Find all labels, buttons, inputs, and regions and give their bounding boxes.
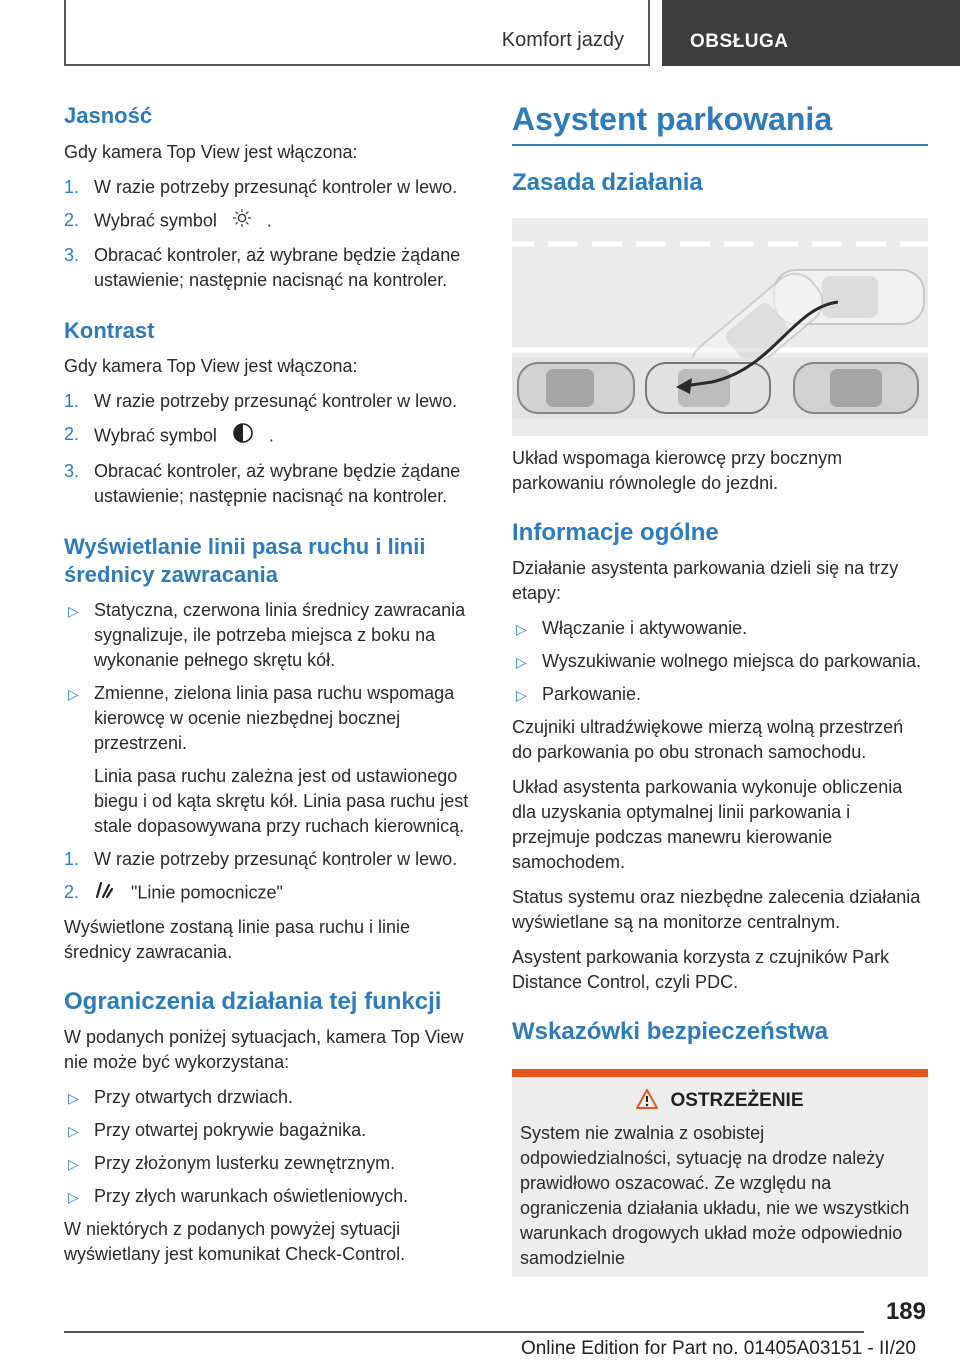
paragraph: Układ asystenta parkowania wykonuje obliczenia dla uzyskania optymalnej linii parkowania i przejmuje podczas manewru kierowanie samochodem. bbox=[512, 777, 903, 873]
paragraph: Status systemu oraz niezbędne zalecenia działania wyświetlane są na monitorze centralnym. bbox=[512, 887, 921, 933]
header-chapter-tab bbox=[662, 0, 960, 66]
brightness-icon bbox=[232, 208, 252, 235]
list-item bbox=[512, 682, 928, 707]
step-number: 3. bbox=[64, 244, 80, 265]
bullet-triangle-icon: ▷ bbox=[516, 654, 527, 671]
step-number: 2. bbox=[64, 209, 80, 230]
right-column bbox=[512, 100, 928, 1277]
bullet-text: Przy otwartej pokrywie bagażnika. bbox=[94, 1120, 367, 1140]
list-item bbox=[64, 1085, 480, 1110]
linie-outro: Wyświetlone zostaną linie pasa ruchu i linie średnicy zawracania. bbox=[64, 917, 411, 962]
header-section-box bbox=[64, 0, 650, 66]
informacje-intro: Działanie asystenta parkowania dzieli się na trzy etapy: bbox=[512, 558, 899, 604]
warning-box bbox=[512, 1069, 928, 1277]
footer-edition: Online Edition for Part no. 01405A03151 - II/20 bbox=[520, 1338, 916, 1359]
step-text: "Linie pomocnicze" bbox=[131, 882, 283, 903]
heading-jasnosc: Jasność bbox=[64, 103, 153, 128]
step-number: 2. bbox=[64, 882, 80, 902]
step-text: Wybrać symbol bbox=[94, 209, 217, 230]
left-column bbox=[64, 100, 480, 1277]
paragraph: Asystent parkowania korzysta z czujników Park Distance Control, czyli PDC. bbox=[512, 947, 890, 993]
figure-caption: Układ wspomaga kierowcę przy bocznym parkowaniu równolegle do jezdni. bbox=[512, 448, 843, 494]
list-item bbox=[64, 422, 480, 451]
bullet-text: Włączanie i aktywowanie. bbox=[542, 618, 748, 639]
parking-illustration bbox=[512, 218, 928, 436]
bullet-triangle-icon: ▷ bbox=[68, 603, 79, 619]
list-item bbox=[64, 1184, 480, 1209]
bullet-text: Przy otwartych drzwiach. bbox=[94, 1087, 294, 1107]
step-text: W razie potrzeby przesunąć kontroler w lewo. bbox=[94, 391, 458, 411]
list-item bbox=[64, 175, 480, 200]
step-text: Wybrać symbol bbox=[94, 425, 217, 446]
bullet-triangle-icon: ▷ bbox=[68, 1090, 79, 1106]
list-item bbox=[64, 208, 480, 235]
list-item bbox=[512, 649, 928, 674]
ograniczenia-intro: W podanych poniżej sytuacjach, kamera Top View nie może być wykorzystana: bbox=[64, 1027, 464, 1072]
jasnosc-intro: Gdy kamera Top View jest włączona: bbox=[64, 141, 358, 162]
bullet-text: Parkowanie. bbox=[542, 684, 642, 705]
bullet-triangle-icon: ▷ bbox=[516, 687, 527, 704]
footer-divider bbox=[64, 1331, 864, 1333]
heading-wskazowki: Wskazówki bezpieczeństwa bbox=[512, 1018, 829, 1046]
heading-ograniczenia: Ograniczenia działania tej funkcji bbox=[64, 988, 442, 1015]
warning-title bbox=[520, 1089, 920, 1115]
warning-title-text: OSTRZEŻENIE bbox=[670, 1090, 804, 1112]
ograniczenia-outro: W niektórych z podanych powyżej sytuacji wyświetlany jest komunikat Check-Control. bbox=[64, 1219, 406, 1264]
heading-zasada: Zasada działania bbox=[512, 169, 703, 197]
step-text-end: . bbox=[266, 209, 272, 230]
header-chapter-label: OBSŁUGA bbox=[690, 31, 789, 52]
contrast-icon bbox=[232, 422, 254, 451]
warning-text: System nie zwalnia z osobistej odpowiedzialności, sytuację na drodze należy prawidłowo oszacować. Ze względu na ograniczenia działania układu, nie we wszystkich warunkach drogowych układ może odpowiednio samodzielnie bbox=[520, 1123, 910, 1269]
bullet-triangle-icon: ▷ bbox=[516, 621, 527, 638]
list-item bbox=[64, 598, 480, 673]
step-text: Obracać kontroler, aż wybrane będzie żądane ustawienie; następnie nacisnąć na kontroler. bbox=[94, 244, 461, 290]
bullet-triangle-icon: ▷ bbox=[68, 686, 79, 702]
bullet-text: Przy złych warunkach oświetleniowych. bbox=[94, 1186, 409, 1206]
list-item bbox=[64, 847, 480, 872]
heading-linie: Wyświetlanie linii pasa ruchu i linii średnicy zawracania bbox=[64, 534, 426, 587]
chapter-title: Asystent parkowania bbox=[512, 100, 928, 146]
step-text: W razie potrzeby przesunąć kontroler w lewo. bbox=[94, 176, 458, 197]
step-number: 2. bbox=[64, 424, 80, 444]
header-section-title: Komfort jazdy bbox=[501, 29, 624, 51]
bullet-text: Zmienne, zielona linia pasa ruchu wspomaga kierowcę w ocenie niezbędnej bocznej przestrzeni. bbox=[94, 683, 455, 753]
list-item bbox=[64, 880, 480, 907]
list-item bbox=[64, 681, 480, 756]
step-number: 1. bbox=[64, 391, 80, 411]
step-text-end: . bbox=[268, 425, 274, 446]
list-item bbox=[64, 1118, 480, 1143]
list-item bbox=[64, 1151, 480, 1176]
bullet-text: Statyczna, czerwona linia średnicy zawracania sygnalizuje, ile potrzeba miejsca z boku na wykonanie pełnego skrętu kół. bbox=[94, 600, 466, 670]
lane-line-note: Linia pasa ruchu zależna jest od ustawionego biegu i od kąta skrętu kół. Linia pasa ruchu jest stale dopasowywana przy ruchach kierownicą. bbox=[94, 766, 469, 836]
bullet-triangle-icon: ▷ bbox=[68, 1123, 79, 1139]
step-number: 1. bbox=[64, 176, 80, 197]
heading-informacje: Informacje ogólne bbox=[512, 519, 719, 547]
paragraph: Czujniki ultradźwiękowe mierzą wolną przestrzeń do parkowania po obu stronach samochodu. bbox=[512, 717, 904, 763]
list-item bbox=[512, 616, 928, 641]
list-item bbox=[64, 459, 480, 509]
heading-kontrast: Kontrast bbox=[64, 317, 155, 343]
step-number: 1. bbox=[64, 849, 80, 869]
warning-icon bbox=[636, 1089, 658, 1115]
bullet-text: Przy złożonym lusterku zewnętrznym. bbox=[94, 1153, 396, 1173]
kontrast-intro: Gdy kamera Top View jest włączona: bbox=[64, 356, 358, 376]
bullet-text: Wyszukiwanie wolnego miejsca do parkowania. bbox=[542, 651, 922, 672]
bullet-triangle-icon: ▷ bbox=[68, 1156, 79, 1172]
step-text: W razie potrzeby przesunąć kontroler w lewo. bbox=[94, 849, 458, 869]
page-number: 189 bbox=[885, 1298, 926, 1325]
step-text: Obracać kontroler, aż wybrane będzie żądane ustawienie; następnie nacisnąć na kontroler. bbox=[94, 461, 461, 506]
step-number: 3. bbox=[64, 461, 80, 481]
list-item bbox=[64, 389, 480, 414]
lane-lines-icon bbox=[94, 880, 114, 907]
bullet-triangle-icon: ▷ bbox=[68, 1189, 79, 1205]
list-item bbox=[64, 243, 480, 293]
